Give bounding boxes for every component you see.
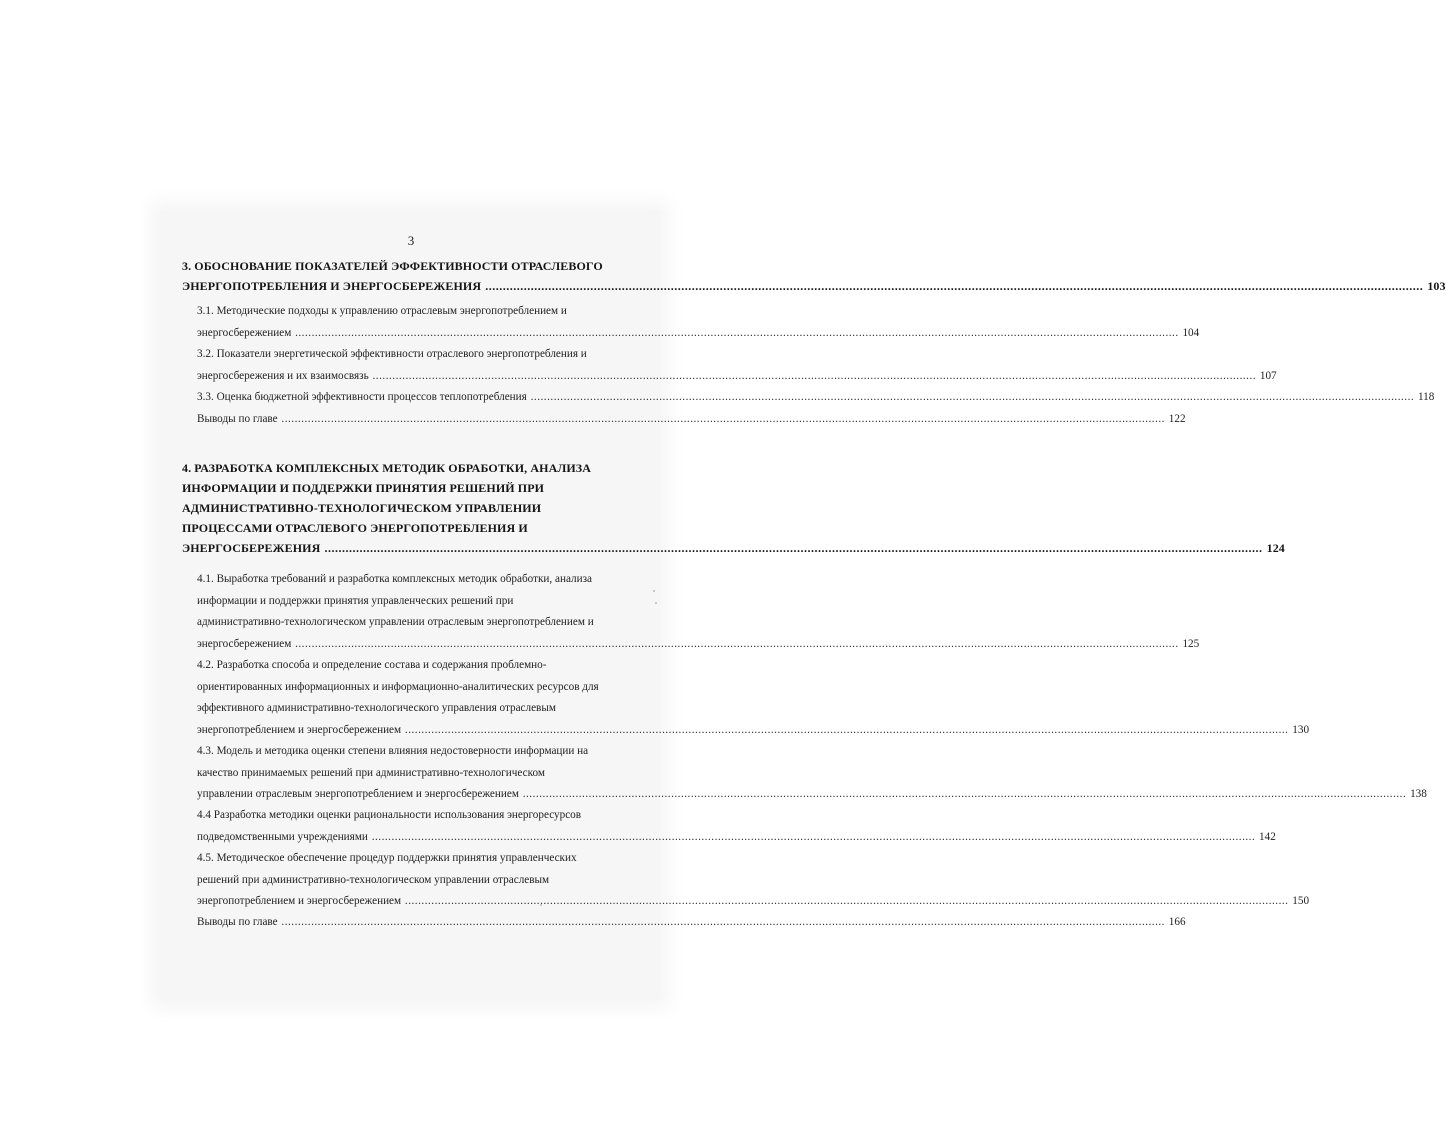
dot-leader <box>281 916 1165 928</box>
page-ref: 118 <box>1417 391 1435 403</box>
entry-text: энергосбережения и их взаимосвязь <box>197 369 369 382</box>
chapter-3-heading[interactable] <box>182 256 1446 296</box>
entry-text-line: 4.4 Разработка методики оценки рациональности использования энергоресурсов <box>197 809 582 821</box>
entry-text-line: решений при административно-технологическом управлении отраслевым <box>197 873 550 886</box>
entry-text-line: 4.5. Методическое обеспечение процедур поддержки принятия управленческих <box>197 852 577 864</box>
page-ref: 142 <box>1259 830 1276 843</box>
entry-last-line <box>197 720 1310 742</box>
toc-entry-4-2[interactable] <box>197 655 1310 741</box>
chapter-title-line: 4. РАЗРАБОТКА КОМПЛЕКСНЫХ МЕТОДИК ОБРАБОТКИ, АНАЛИЗА <box>182 461 592 475</box>
scan-speck <box>653 590 655 592</box>
chapter-title-line: АДМИНИСТРАТИВНО-ТЕХНОЛОГИЧЕСКОМ УПРАВЛЕНИИ <box>182 501 542 515</box>
chapter-title-text: ЭНЕРГОСБЕРЕЖЕНИЯ <box>182 541 321 555</box>
chapter-title-line: 3. ОБОСНОВАНИЕ ПОКАЗАТЕЛЕЙ ЭФФЕКТИВНОСТИ ОТРАСЛЕВОГО <box>182 259 603 273</box>
page-ref: 138 <box>1410 788 1427 800</box>
toc-entry-3-conclusions[interactable] <box>197 409 1186 431</box>
chapter-4-heading[interactable] <box>182 458 1285 558</box>
entry-text: управлении отраслевым энергопотреблением и энергосбережением <box>197 788 519 800</box>
entry-text-line: 3.1. Методические подходы к управлению отраслевым энергопотреблением и <box>197 305 567 317</box>
entry-text-line: качество принимаемых решений при административно-технологическом <box>197 766 545 779</box>
entry-last-line <box>197 366 1277 388</box>
dot-leader <box>523 788 1407 800</box>
dot-leader <box>295 638 1179 650</box>
entry-last-line <box>197 784 1427 806</box>
entry-last-line <box>197 634 1200 656</box>
page-ref: 130 <box>1292 723 1310 736</box>
dot-leader <box>373 370 1257 382</box>
page-ref: 150 <box>1292 895 1310 907</box>
dot-leader <box>295 327 1179 339</box>
page-ref: 107 <box>1259 369 1277 382</box>
page-ref: 122 <box>1168 413 1186 425</box>
entry-text-line: 4.3. Модель и методика оценки степени влияния недостоверности информации на <box>197 745 589 757</box>
toc-entry-4-1[interactable] <box>197 569 1200 655</box>
chapter-title-line: ИНФОРМАЦИИ И ПОДДЕРЖКИ ПРИНЯТИЯ РЕШЕНИЙ ПРИ <box>182 481 545 495</box>
entry-text: энергопотреблением и энергосбережением <box>197 895 402 907</box>
entry-text: 3.3. Оценка бюджетной эффективности процессов теплопотребления <box>197 391 527 403</box>
entry-text: энергосбережением <box>197 326 292 339</box>
toc-entry-4-4[interactable] <box>197 805 1276 848</box>
page-ref: 103 <box>1427 279 1446 293</box>
entry-text: Выводы по главе <box>197 916 278 928</box>
dot-leader <box>281 413 1165 425</box>
dot-leader <box>485 279 1423 293</box>
entry-last-line <box>197 827 1276 849</box>
scan-speck <box>655 602 657 604</box>
chapter-title-last-line <box>182 538 1285 558</box>
dot-leader <box>405 895 1289 907</box>
entry-text: энергосбережением <box>197 637 292 650</box>
entry-text-line: 4.2. Разработка способа и определение состава и содержания проблемно- <box>197 659 547 671</box>
chapter-title-text: ЭНЕРГОПОТРЕБЛЕНИЯ И ЭНЕРГОСБЕРЕЖЕНИЯ <box>182 279 482 293</box>
entry-last-line <box>197 323 1200 345</box>
entry-text: энергопотреблением и энергосбережением <box>197 723 402 736</box>
chapter-title-line: ПРОЦЕССАМИ ОТРАСЛЕВОГО ЭНЕРГОПОТРЕБЛЕНИЯ И <box>182 521 528 535</box>
entry-text-line: информации и поддержки принятия управленческих решений при <box>197 594 514 607</box>
scan-speck <box>540 904 542 906</box>
toc-entry-3-1[interactable] <box>197 301 1200 344</box>
toc-entry-4-5[interactable] <box>197 848 1310 913</box>
page-ref: 125 <box>1182 637 1200 650</box>
chapter-title-last-line <box>182 276 1446 296</box>
entry-last-line <box>197 409 1186 431</box>
entry-last-line <box>197 387 1435 409</box>
page-ref: 124 <box>1266 541 1285 555</box>
dot-leader <box>324 541 1262 555</box>
entry-text-line: 4.1. Выработка требований и разработка комплексных методик обработки, анализа <box>197 573 592 585</box>
toc-entry-4-conclusions[interactable] <box>197 912 1186 934</box>
entry-text-line: ориентированных информационных и информационно-аналитических ресурсов для <box>197 680 599 693</box>
entry-last-line <box>197 891 1310 913</box>
toc-entry-3-2[interactable] <box>197 344 1277 387</box>
entry-last-line <box>197 912 1186 934</box>
dot-leader <box>372 831 1256 843</box>
entry-text-line: эффективного административно-технологического управления отраслевым <box>197 702 556 714</box>
toc-entry-3-3[interactable] <box>197 387 1435 409</box>
page-number: 3 <box>407 233 415 248</box>
page-ref: 104 <box>1182 326 1200 339</box>
entry-text-line: административно-технологическом управлении отраслевым энергопотреблением и <box>197 616 594 628</box>
entry-text-line: 3.2. Показатели энергетической эффективности отраслевого энергопотребления и <box>197 348 587 360</box>
toc-entry-4-3[interactable] <box>197 741 1427 806</box>
dot-leader <box>531 391 1415 403</box>
page-ref: 166 <box>1168 916 1186 928</box>
entry-text: Выводы по главе <box>197 413 278 425</box>
dot-leader <box>405 724 1289 736</box>
entry-text: подведомственными учреждениями <box>197 830 368 843</box>
